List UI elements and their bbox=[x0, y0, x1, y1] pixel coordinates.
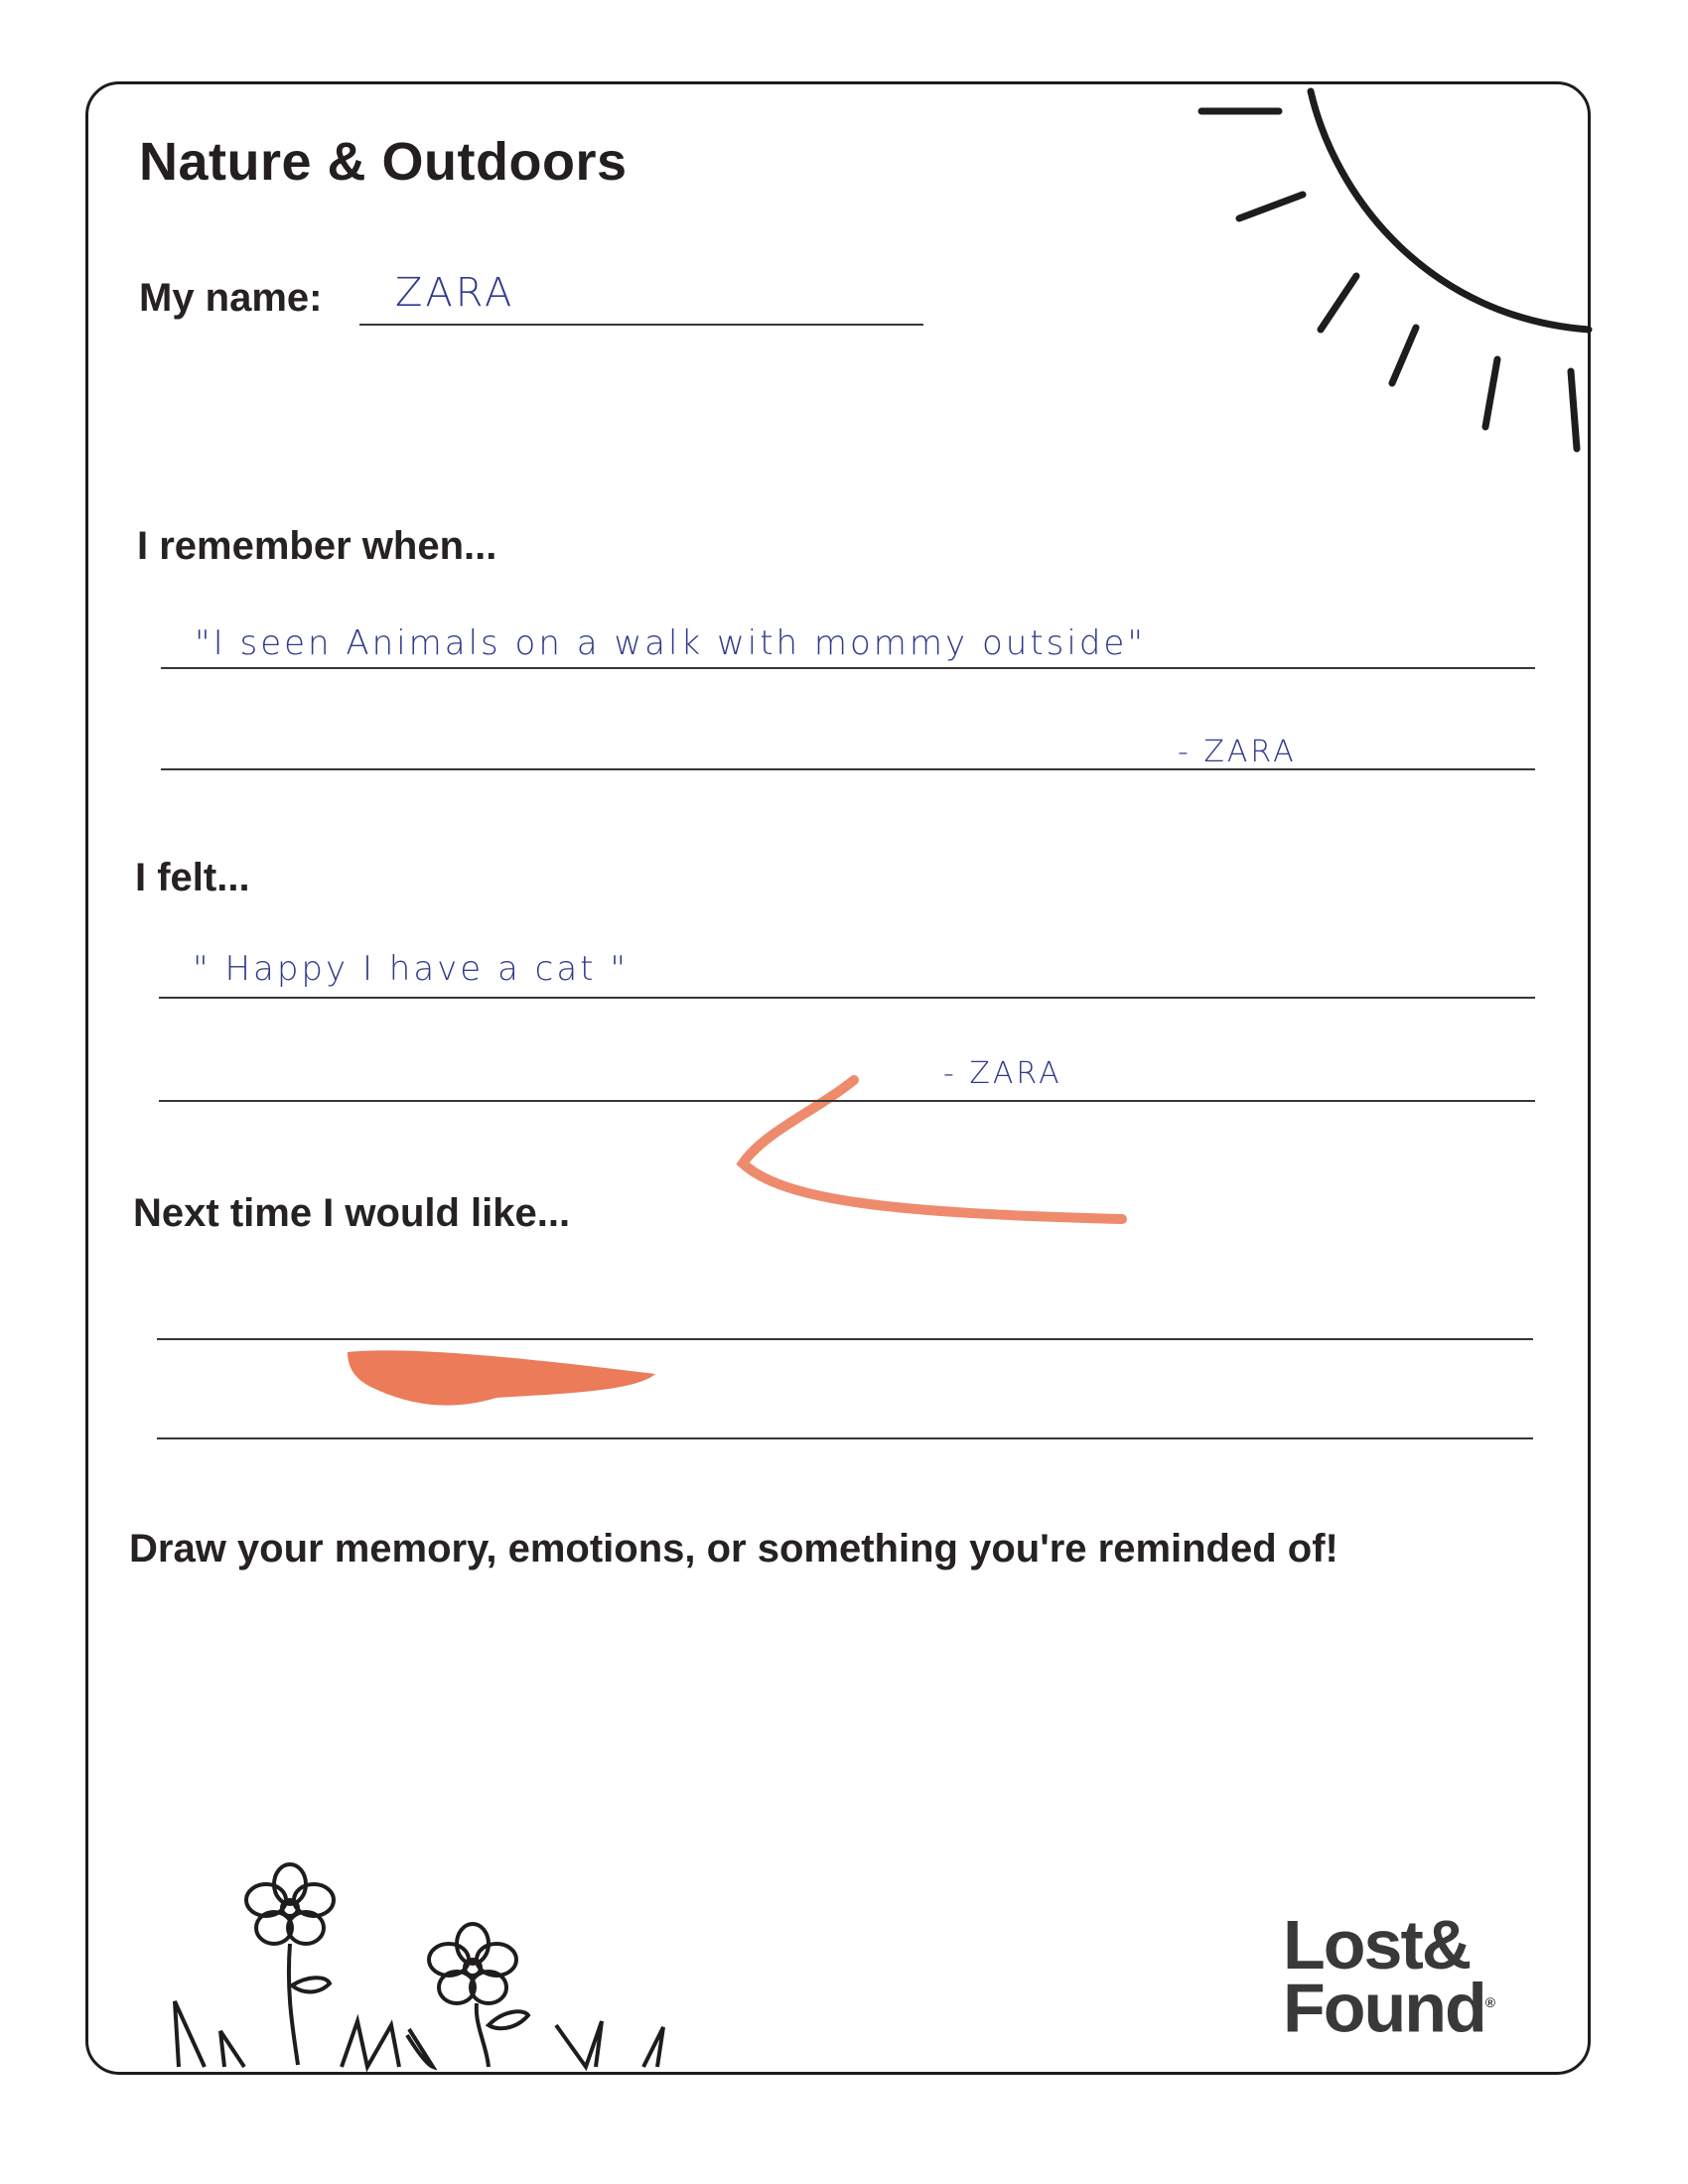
draw-prompt: Draw your memory, emotions, or something you're reminded of! bbox=[129, 1527, 1338, 1570]
remember-answer: "I seen Animals on a walk with mommy outside" bbox=[195, 623, 1146, 663]
next-label: Next time I would like... bbox=[133, 1191, 571, 1235]
felt-answer: " Happy I have a cat " bbox=[193, 949, 629, 989]
name-label: My name: bbox=[139, 276, 323, 320]
next-line-1 bbox=[157, 1338, 1533, 1340]
logo-line-1: Lost& bbox=[1283, 1906, 1471, 1983]
worksheet-frame bbox=[85, 81, 1591, 2075]
remember-line-1 bbox=[161, 667, 1535, 669]
remember-label: I remember when... bbox=[137, 524, 497, 568]
felt-line-1 bbox=[159, 997, 1535, 999]
name-value: ZARA bbox=[395, 270, 515, 316]
felt-label: I felt... bbox=[135, 856, 250, 899]
logo-line-2-text: Found bbox=[1283, 1969, 1485, 2047]
felt-signature: - ZARA bbox=[943, 1056, 1062, 1091]
lost-and-found-logo bbox=[1283, 1906, 1496, 2047]
worksheet-title: Nature & Outdoors bbox=[139, 132, 628, 192]
felt-line-2 bbox=[159, 1100, 1535, 1102]
next-line-2 bbox=[157, 1437, 1533, 1439]
remember-signature: - ZARA bbox=[1178, 735, 1297, 769]
logo-line-2 bbox=[1283, 1969, 1496, 2047]
name-line bbox=[359, 324, 923, 326]
remember-line-2 bbox=[161, 768, 1535, 770]
registered-mark: ® bbox=[1484, 1994, 1496, 2010]
